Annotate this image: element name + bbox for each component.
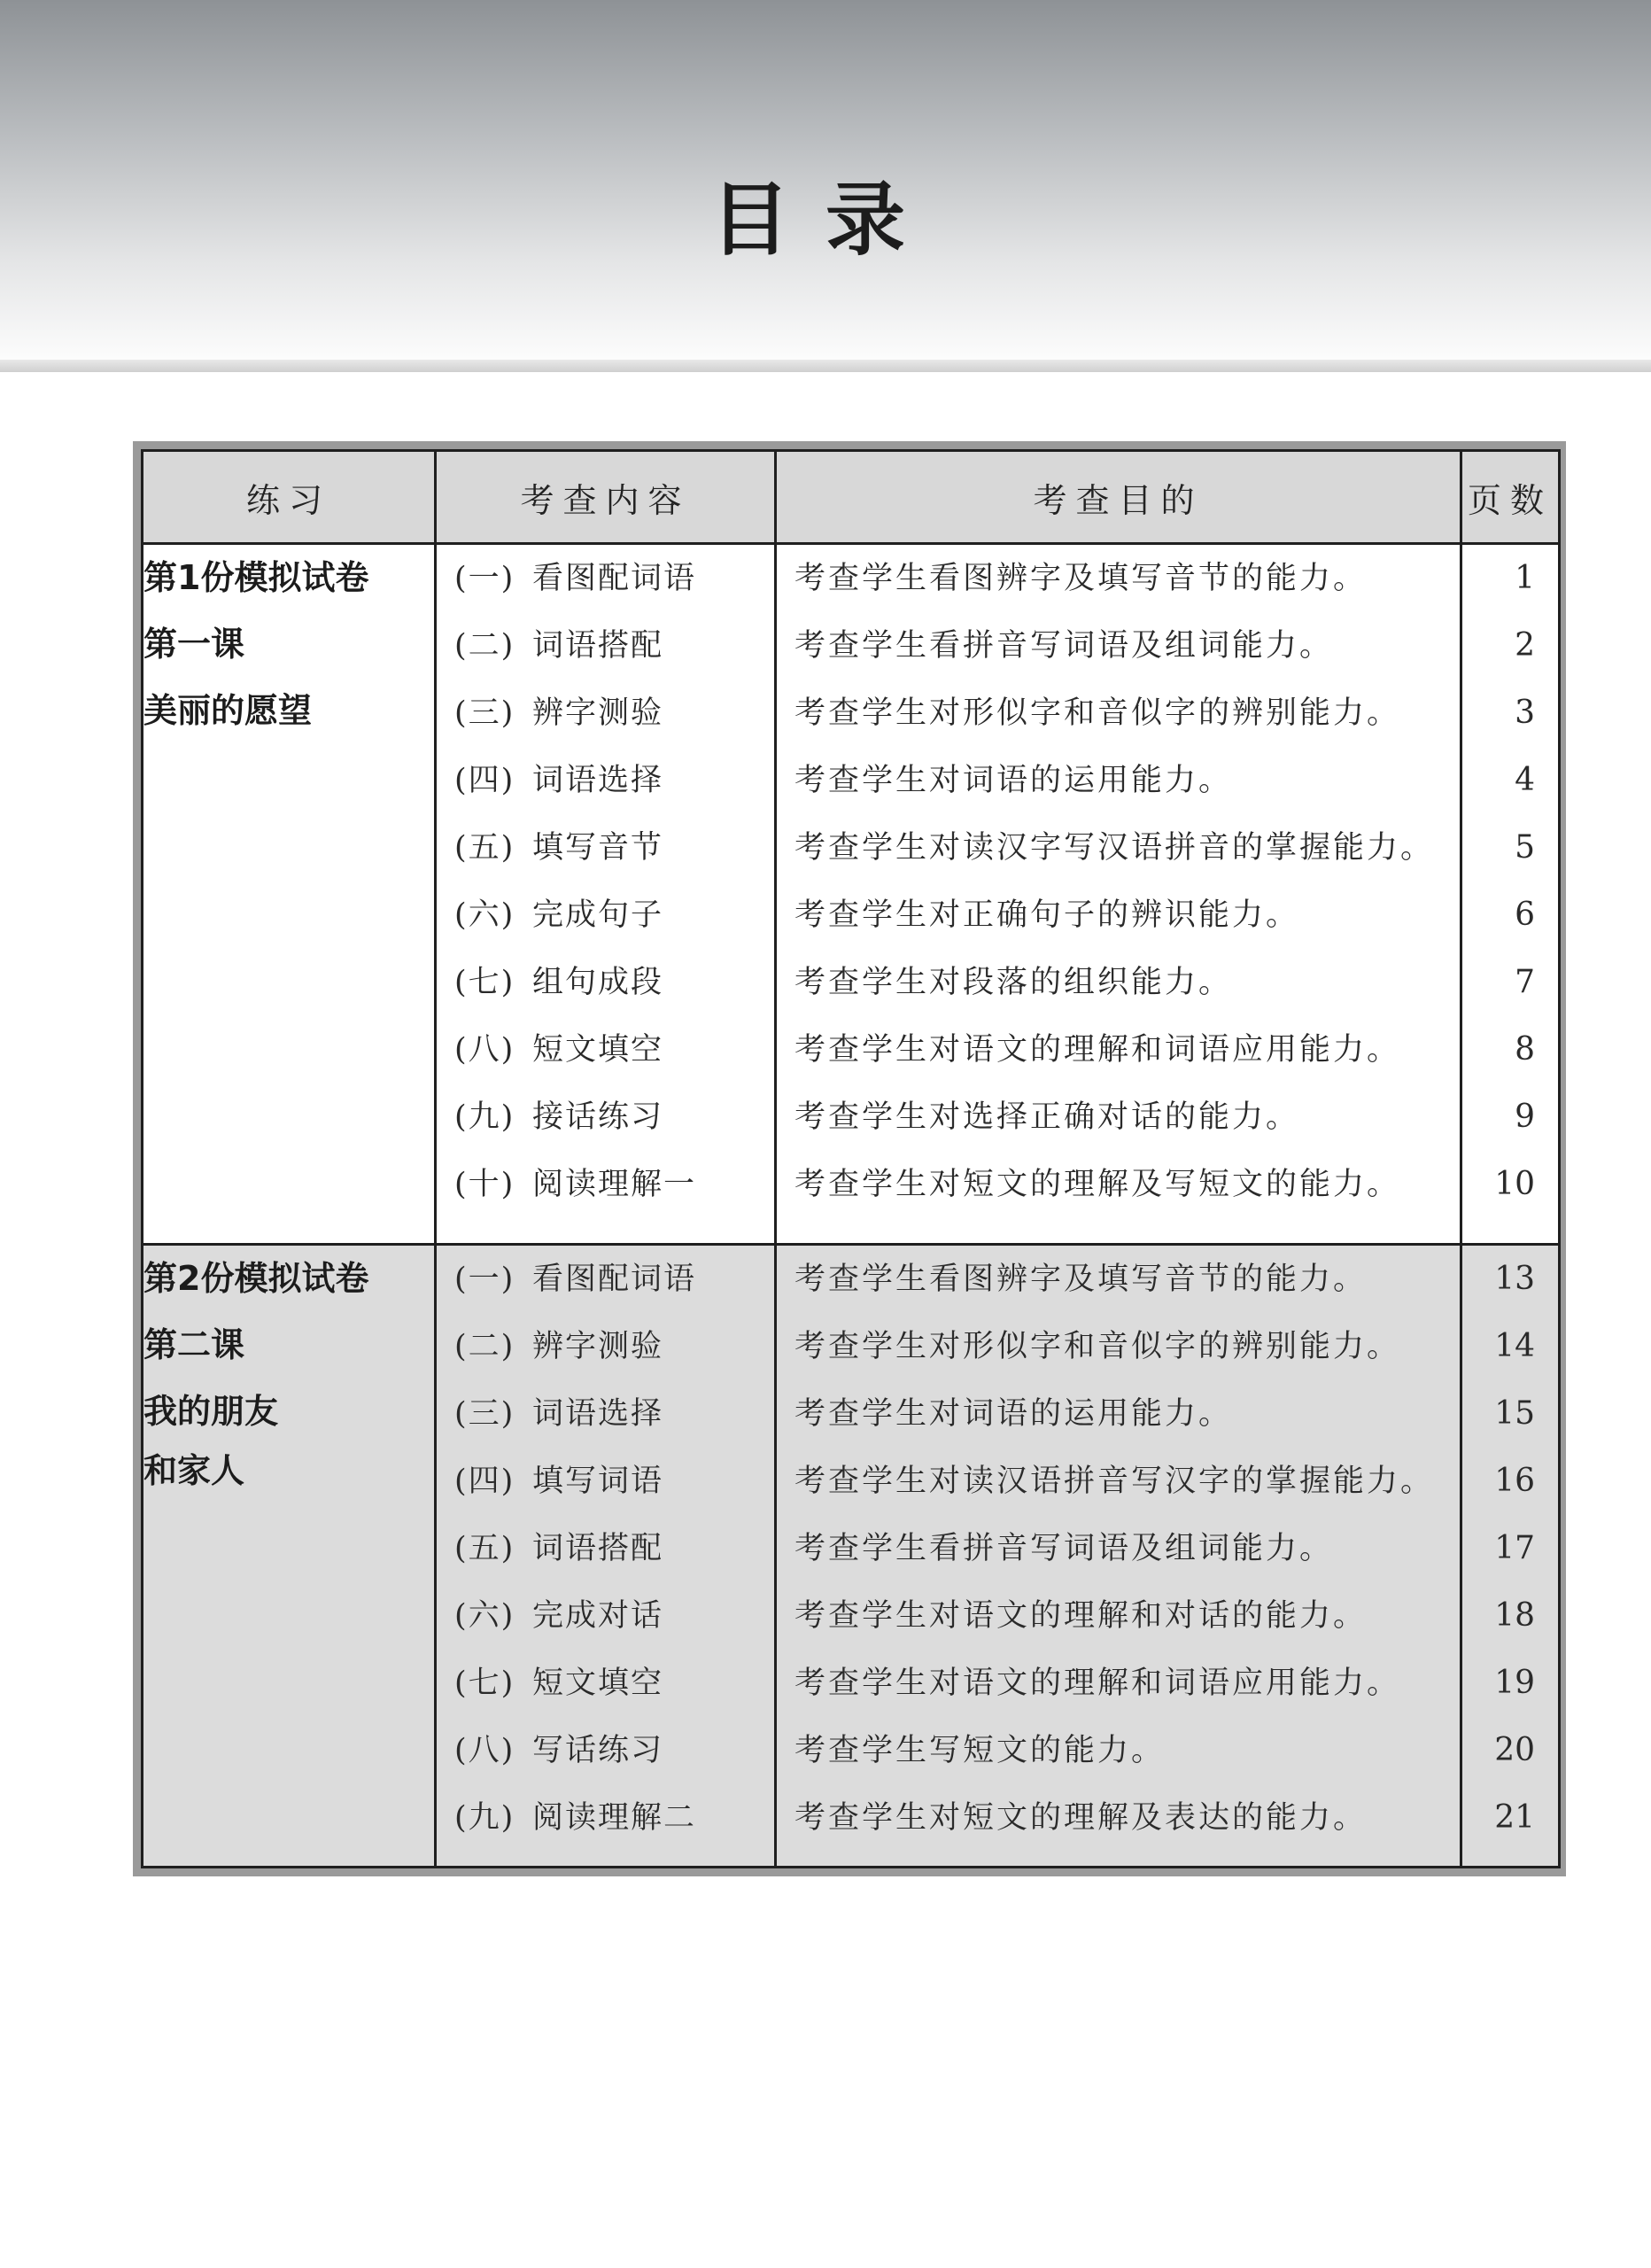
item-number: (一) xyxy=(454,1262,515,1297)
goal-text: 考查学生对形似字和音似字的辨别能力。 xyxy=(794,1329,1401,1364)
page-number: 6 xyxy=(1515,897,1535,933)
item-number: (六) xyxy=(454,1598,515,1634)
list-item xyxy=(437,1084,774,1151)
item-label: 词语搭配 xyxy=(532,1531,664,1566)
list-item xyxy=(437,1016,774,1084)
item-number: (八) xyxy=(454,1733,515,1768)
list-item xyxy=(437,1650,774,1717)
item-label: 短文填空 xyxy=(532,1032,664,1068)
item-label: 完成句子 xyxy=(532,897,664,933)
list-item xyxy=(437,1717,774,1784)
page-number: 2 xyxy=(1515,627,1535,664)
goal-text: 考查学生对读汉字写汉语拼音的掌握能力。 xyxy=(794,830,1435,866)
list-item xyxy=(437,882,774,949)
header-purpose: 考查目的 xyxy=(776,451,1461,544)
item-number: (九) xyxy=(454,1800,515,1836)
item-number: (二) xyxy=(454,628,515,664)
lesson-title: 美丽的愿望 xyxy=(143,691,313,730)
goal-text: 考查学生对正确句子的辨识能力。 xyxy=(794,897,1300,933)
header-pages: 页数 xyxy=(1461,451,1560,544)
item-number: (十) xyxy=(454,1167,515,1202)
section-1-pages xyxy=(1461,544,1560,1245)
lesson-title-cont: 和家人 xyxy=(143,1451,245,1490)
item-number: (七) xyxy=(454,1666,515,1701)
list-item xyxy=(437,1313,774,1380)
section-1-goals xyxy=(776,544,1461,1245)
item-number: (四) xyxy=(454,763,515,798)
list-item xyxy=(437,1582,774,1650)
section-2-items xyxy=(436,1245,776,1868)
lesson-title: 我的朋友 xyxy=(143,1392,279,1431)
section-title: 第2份模拟试卷 xyxy=(143,1259,369,1298)
item-label: 完成对话 xyxy=(532,1598,664,1634)
goal-text: 考查学生对短文的理解及表达的能力。 xyxy=(794,1800,1368,1836)
list-item xyxy=(437,1151,774,1218)
goal-text: 考查学生看拼音写词语及组词能力。 xyxy=(794,1531,1334,1566)
item-number: (三) xyxy=(454,695,515,731)
page-number: 1 xyxy=(1515,560,1535,596)
goal-text: 考查学生对语文的理解和对话的能力。 xyxy=(794,1598,1368,1634)
toc-table xyxy=(141,449,1561,1868)
page-number: 3 xyxy=(1515,695,1535,731)
item-label: 填写音节 xyxy=(532,830,664,866)
page-number: 7 xyxy=(1515,964,1535,1000)
table-header-row xyxy=(143,451,1560,544)
section-2-label xyxy=(143,1245,436,1868)
goal-text: 考查学生对语文的理解和词语应用能力。 xyxy=(794,1032,1401,1068)
item-label: 填写词语 xyxy=(532,1464,664,1499)
item-label: 组句成段 xyxy=(532,965,664,1000)
item-number: (八) xyxy=(454,1032,515,1068)
item-number: (六) xyxy=(454,897,515,933)
item-number: (九) xyxy=(454,1099,515,1135)
item-label: 接话练习 xyxy=(532,1099,664,1135)
list-item xyxy=(437,545,774,612)
section-2-goals xyxy=(776,1245,1461,1868)
list-item xyxy=(437,1784,774,1852)
goal-text: 考查学生看图辨字及填写音节的能力。 xyxy=(794,1262,1368,1297)
item-label: 写话练习 xyxy=(532,1733,664,1768)
item-number: (一) xyxy=(454,561,515,596)
list-item xyxy=(437,1246,774,1313)
list-item xyxy=(437,1515,774,1582)
list-item xyxy=(437,1448,774,1515)
list-item xyxy=(437,1380,774,1448)
goal-text: 考查学生对选择正确对话的能力。 xyxy=(794,1099,1300,1135)
item-label: 阅读理解二 xyxy=(532,1800,697,1836)
section-2-row xyxy=(143,1245,1560,1868)
item-number: (五) xyxy=(454,830,515,866)
page-number: 15 xyxy=(1494,1395,1535,1432)
page-number: 4 xyxy=(1515,762,1535,798)
item-label: 短文填空 xyxy=(532,1666,664,1701)
list-item xyxy=(437,814,774,882)
section-1-items xyxy=(436,544,776,1245)
item-label: 看图配词语 xyxy=(532,561,697,596)
item-label: 阅读理解一 xyxy=(532,1167,697,1202)
goal-text: 考查学生对词语的运用能力。 xyxy=(794,763,1233,798)
goal-text: 考查学生对形似字和音似字的辨别能力。 xyxy=(794,695,1401,731)
list-item xyxy=(437,612,774,680)
page-number: 21 xyxy=(1494,1799,1535,1836)
section-1-label xyxy=(143,544,436,1245)
page-number: 19 xyxy=(1494,1665,1535,1701)
page-number: 20 xyxy=(1494,1732,1535,1768)
page-number: 8 xyxy=(1515,1031,1535,1068)
toc-table-frame xyxy=(133,441,1566,1876)
list-item xyxy=(437,747,774,814)
page-number: 10 xyxy=(1494,1166,1535,1202)
page-title: 目录 xyxy=(710,174,941,267)
goal-text: 考查学生对短文的理解及写短文的能力。 xyxy=(794,1167,1401,1202)
page-number: 13 xyxy=(1494,1261,1535,1297)
header-content: 考查内容 xyxy=(436,451,776,544)
item-label: 辨字测验 xyxy=(532,1329,664,1364)
goal-text: 考查学生看拼音写词语及组词能力。 xyxy=(794,628,1334,664)
lesson-number: 第二课 xyxy=(143,1325,245,1364)
page-number: 14 xyxy=(1494,1328,1535,1364)
goal-text: 考查学生对读汉语拼音写汉字的掌握能力。 xyxy=(794,1464,1435,1499)
list-item xyxy=(437,949,774,1016)
item-label: 词语搭配 xyxy=(532,628,664,664)
goal-text: 考查学生对词语的运用能力。 xyxy=(794,1396,1233,1432)
item-label: 词语选择 xyxy=(532,1396,664,1432)
section-title: 第1份模拟试卷 xyxy=(143,558,369,597)
item-label: 词语选择 xyxy=(532,763,664,798)
item-label: 看图配词语 xyxy=(532,1262,697,1297)
lesson-number: 第一课 xyxy=(143,625,245,664)
goal-text: 考查学生看图辨字及填写音节的能力。 xyxy=(794,561,1368,596)
item-number: (三) xyxy=(454,1396,515,1432)
goal-text: 考查学生写短文的能力。 xyxy=(794,1733,1166,1768)
item-number: (七) xyxy=(454,965,515,1000)
item-number: (五) xyxy=(454,1531,515,1566)
page-number: 5 xyxy=(1515,829,1535,866)
section-1-row xyxy=(143,544,1560,1245)
page-number: 18 xyxy=(1494,1597,1535,1634)
list-item xyxy=(437,680,774,747)
page-number: 17 xyxy=(1494,1530,1535,1566)
item-number: (二) xyxy=(454,1329,515,1364)
section-2-pages xyxy=(1461,1245,1560,1868)
page-number: 16 xyxy=(1494,1463,1535,1499)
page-number: 9 xyxy=(1515,1099,1535,1135)
item-label: 辨字测验 xyxy=(532,695,664,731)
header-exercise: 练习 xyxy=(143,451,436,544)
goal-text: 考查学生对语文的理解和词语应用能力。 xyxy=(794,1666,1401,1701)
goal-text: 考查学生对段落的组织能力。 xyxy=(794,965,1233,1000)
item-number: (四) xyxy=(454,1464,515,1499)
